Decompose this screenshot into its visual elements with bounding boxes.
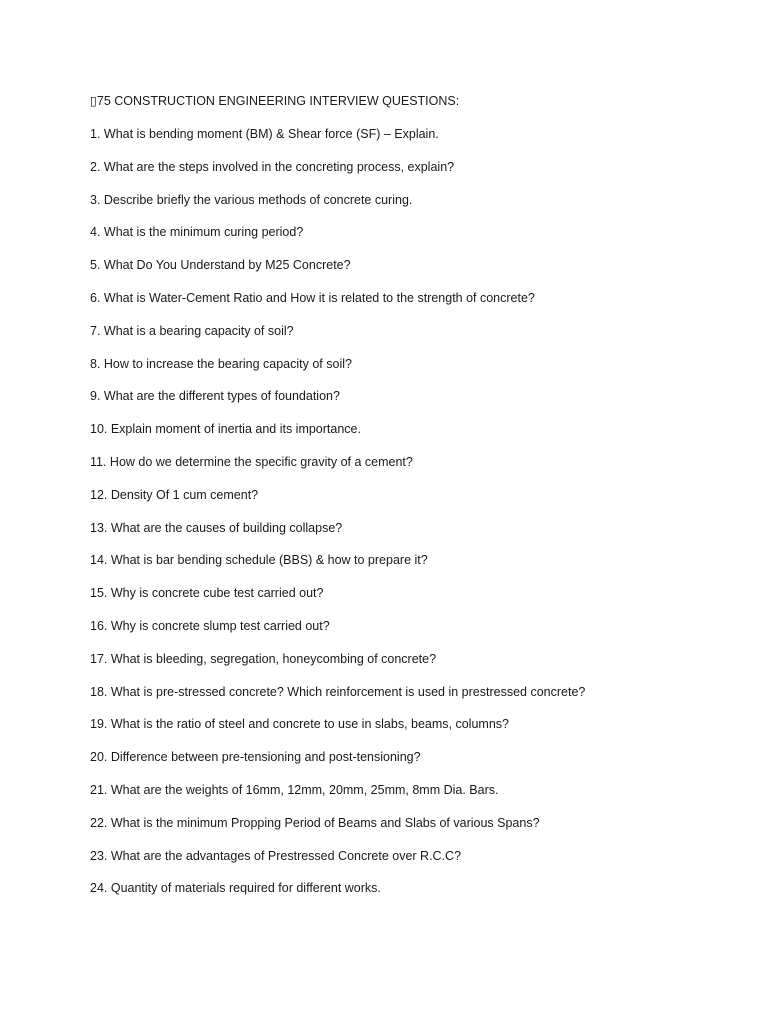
question-item: 3. Describe briefly the various methods of concrete curing.: [90, 192, 413, 207]
question-item: 15. Why is concrete cube test carried out?: [90, 586, 324, 601]
question-item: 1. What is bending moment (BM) & Shear force (SF) – Explain.: [90, 127, 439, 141]
question-item: 12. Density Of 1 cum cement?: [90, 487, 259, 502]
question-item: 19. What is the ratio of steel and concrete to use in slabs, beams, columns?: [90, 717, 509, 732]
question-item: 9. What are the different types of foundation?: [90, 389, 340, 404]
question-item: 7. What is a bearing capacity of soil?: [90, 323, 294, 338]
question-item: 11. How do we determine the specific gravity of a cement?: [90, 454, 413, 469]
document-title-text: 75 CONSTRUCTION ENGINEERING INTERVIEW QUESTIONS:: [96, 94, 460, 108]
question-item: 13. What are the causes of building collapse?: [90, 520, 343, 535]
document-title: [90, 93, 459, 109]
question-item: 5. What Do You Understand by M25 Concrete?: [90, 258, 351, 273]
question-item: 23. What are the advantages of Prestressed Concrete over R.C.C?: [90, 848, 462, 863]
question-item: 6. What is Water-Cement Ratio and How it is related to the strength of concrete?: [90, 290, 535, 305]
question-item: 16. Why is concrete slump test carried out?: [90, 618, 330, 633]
question-item: 22. What is the minimum Propping Period of Beams and Slabs of various Spans?: [90, 815, 540, 830]
question-item: 21. What are the weights of 16mm, 12mm, 20mm, 25mm, 8mm Dia. Bars.: [90, 782, 499, 797]
question-item: 20. Difference between pre-tensioning and post-tensioning?: [90, 750, 421, 765]
question-item: 8. How to increase the bearing capacity of soil?: [90, 356, 352, 371]
question-item: 2. What are the steps involved in the concreting process, explain?: [90, 159, 455, 174]
missing-glyph-icon: ▯: [90, 94, 97, 108]
question-item: 18. What is pre-stressed concrete? Which reinforcement is used in prestressed concrete?: [90, 684, 586, 699]
question-list: [90, 126, 585, 913]
question-item: 10. Explain moment of inertia and its importance.: [90, 422, 361, 437]
question-item: 4. What is the minimum curing period?: [90, 225, 304, 240]
question-item: 14. What is bar bending schedule (BBS) & how to prepare it?: [90, 553, 428, 568]
question-item: 24. Quantity of materials required for different works.: [90, 881, 381, 896]
question-item: 17. What is bleeding, segregation, honeycombing of concrete?: [90, 651, 437, 666]
